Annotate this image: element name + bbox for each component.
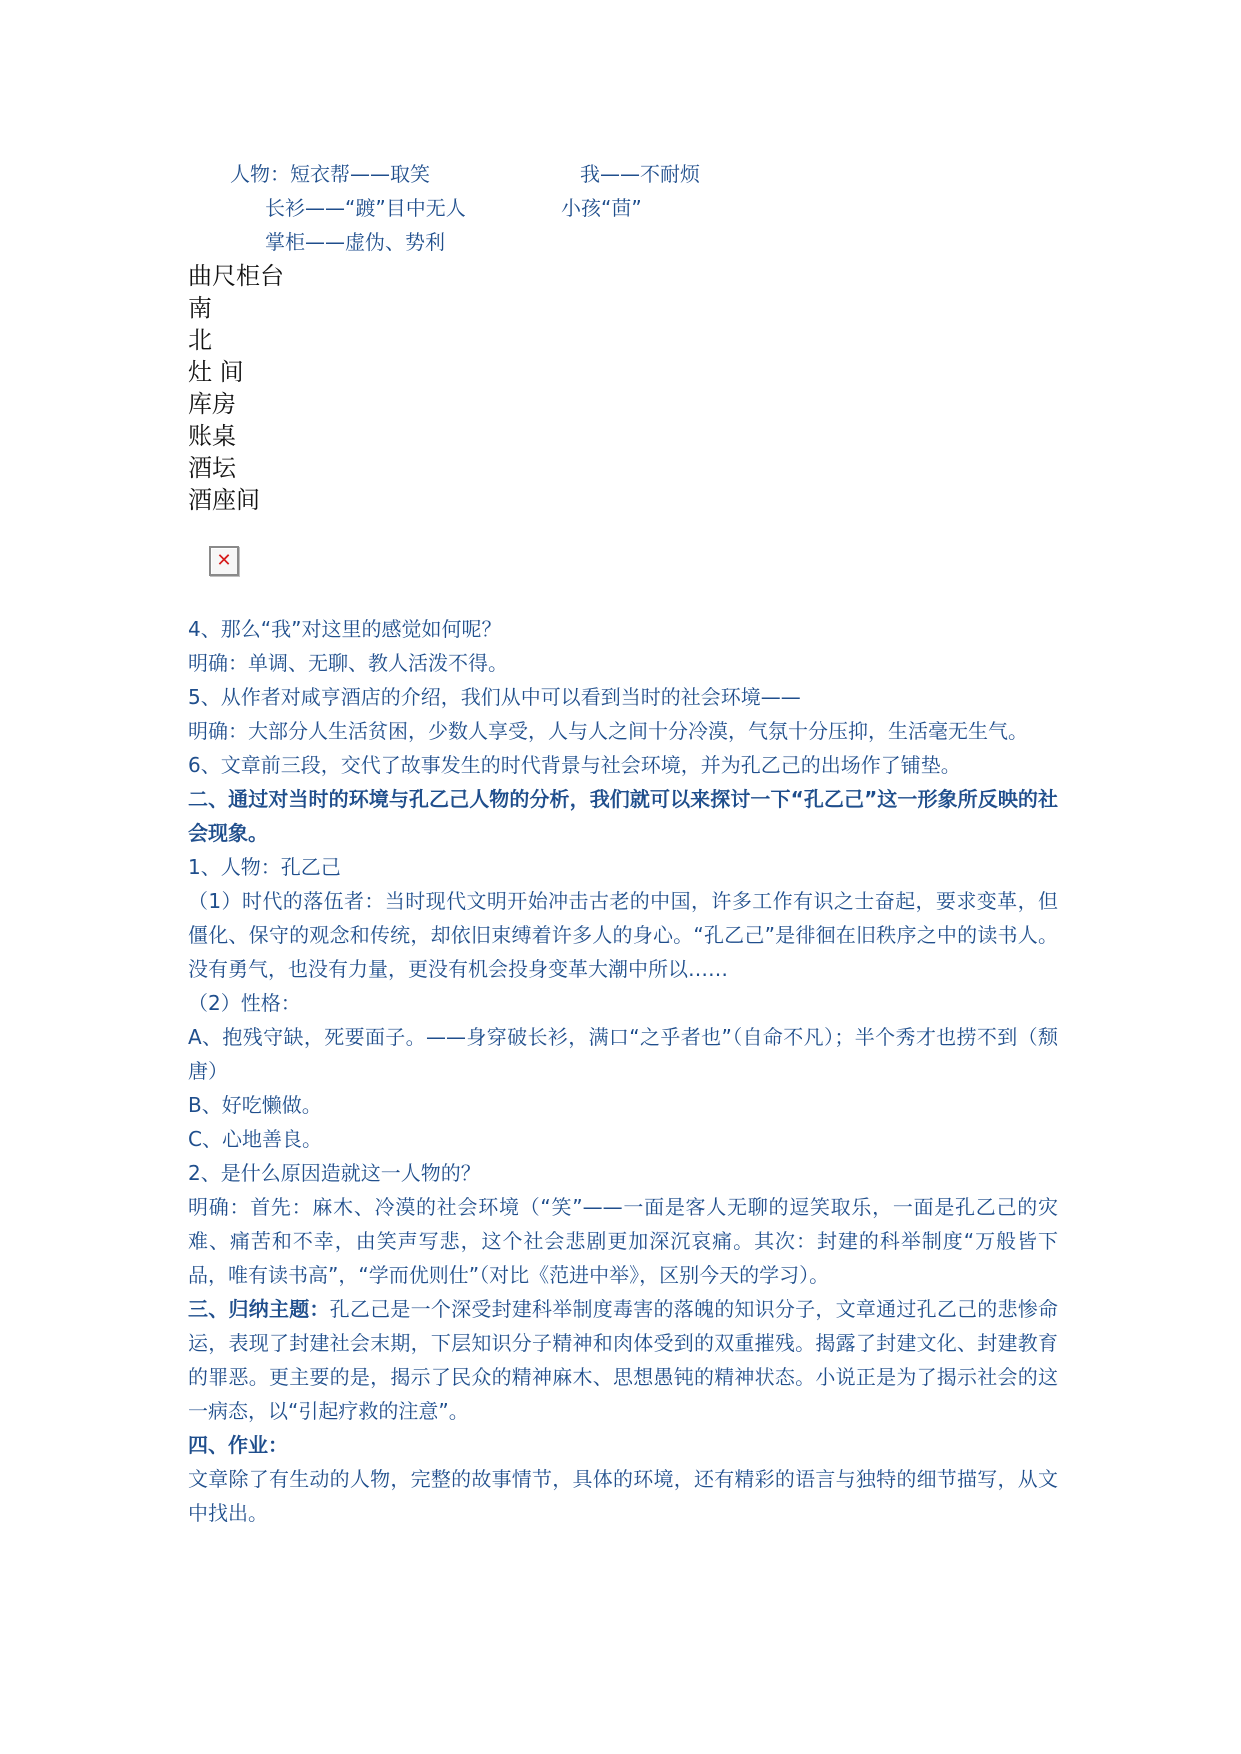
trait-b: B、好吃懒做。 xyxy=(188,1093,322,1117)
subsection-1-1: （1）时代的落伍者：当时现代文明开始冲击古老的中国，许多工作有识之士奋起，要求变革，但僵化、保守的观念和传统，却依旧束缚着许多人的身心。“孔乙己”是徘徊在旧秩序之中的读书人。没有勇气，也没有力量，更没有机会投身变革大潮中所以…… xyxy=(188,889,1058,981)
label-north: 北 xyxy=(188,326,212,354)
section-3-theme xyxy=(188,1292,1058,1428)
label-south: 南 xyxy=(188,294,212,322)
answer-2: 明确：首先：麻木、冷漠的社会环境（“笑”——一面是客人无聊的逗笑取乐，一面是孔乙己的灾难、痛苦和不幸，由笑声写悲，这个社会悲剧更加深沉哀痛。其次：封建的科举制度“万般皆下品，唯有读书高”，“学而优则仕”（对比《范进中举》，区别今天的学习）。 xyxy=(188,1195,1058,1287)
answer-5: 明确：大部分人生活贫困，少数人享受，人与人之间十分冷漠，气氛十分压抑，生活毫无生气。 xyxy=(188,719,1028,743)
trait-c: C、心地善良。 xyxy=(188,1127,322,1151)
subsection-1-title: 1、人物：孔乙己 xyxy=(188,855,341,879)
character-row-3-left: 掌柜——虚伪、势利 xyxy=(265,230,445,254)
label-account-desk: 账桌 xyxy=(188,422,236,450)
section-4-heading: 四、作业： xyxy=(188,1433,288,1457)
lesson-body xyxy=(188,612,1058,1530)
broken-image-placeholder xyxy=(209,546,239,576)
section-3-text: 孔乙己是一个深受封建科举制度毒害的落魄的知识分子，文章通过孔乙己的悲惨命运，表现了封建社会末期，下层知识分子精神和肉体受到的双重摧残。揭露了封建文化、封建教育的罪恶。更主要的是，揭示了民众的精神麻木、思想愚钝的精神状态。小说正是为了揭示社会的这一病态，以“引起疗救的注意”。 xyxy=(188,1297,1059,1423)
trait-a: A、抱残守缺，死要面子。——身穿破长衫，满口“之乎者也”（自命不凡）；半个秀才也捞不到（颓唐） xyxy=(188,1025,1058,1083)
label-kitchen: 灶 间 xyxy=(188,358,244,386)
point-6: 6、文章前三段，交代了故事发生的时代背景与社会环境，并为孔乙己的出场作了铺垫。 xyxy=(188,753,961,777)
broken-image-x-icon: ✕ xyxy=(216,550,232,571)
subsection-1-2: （2）性格： xyxy=(188,991,301,1015)
question-5: 5、从作者对咸亨酒店的介绍，我们从中可以看到当时的社会环境—— xyxy=(188,685,801,709)
section-2-heading: 二、通过对当时的环境与孔乙己人物的分析，我们就可以来探讨一下“孔乙己”这一形象所反映的社会现象。 xyxy=(188,787,1058,845)
character-row-1-left: 人物：短衣帮——取笑 xyxy=(230,162,430,186)
answer-4: 明确：单调、无聊、教人活泼不得。 xyxy=(188,651,508,675)
label-storeroom: 库房 xyxy=(188,390,236,418)
label-wine-jars: 酒坛 xyxy=(188,454,236,482)
homework-text: 文章除了有生动的人物，完整的故事情节，具体的环境，还有精彩的语言与独特的细节描写，从文中找出。 xyxy=(188,1467,1058,1525)
character-row-2-left: 长衫——“踱”目中无人 xyxy=(265,196,466,220)
label-seating-room: 酒座间 xyxy=(188,486,260,514)
subsection-2-title: 2、是什么原因造就这一人物的？ xyxy=(188,1161,481,1185)
character-row-1-right: 我——不耐烦 xyxy=(580,162,700,186)
character-row-2-right: 小孩“茴” xyxy=(561,196,642,220)
question-4: 4、那么“我”对这里的感觉如何呢？ xyxy=(188,617,502,641)
label-counter: 曲尺柜台 xyxy=(188,262,284,290)
section-3-heading: 三、归纳主题： xyxy=(188,1297,330,1321)
